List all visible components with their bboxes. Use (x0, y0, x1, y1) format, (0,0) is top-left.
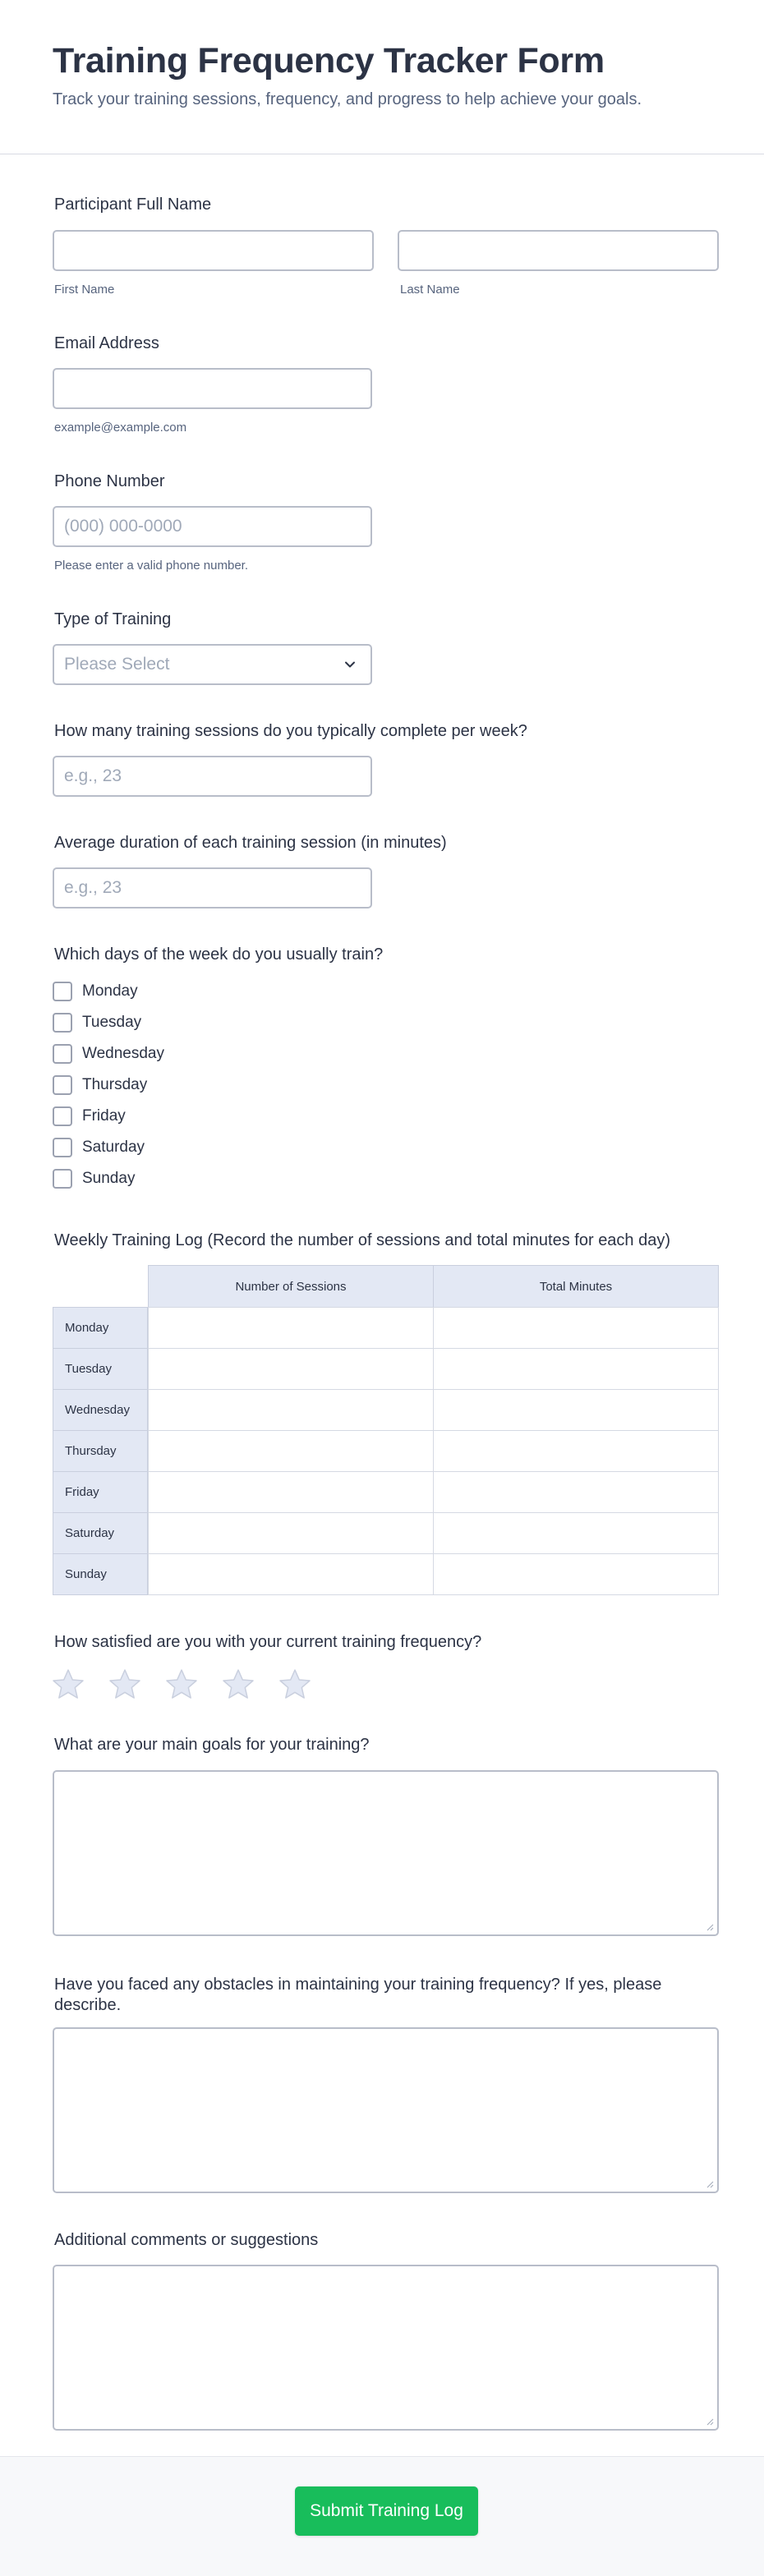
obstacles-label: Have you faced any obstacles in maintaining your training frequency? If yes, please describe. (54, 1976, 662, 2014)
duration-input[interactable] (53, 867, 372, 908)
matrix-cell-minutes[interactable] (433, 1512, 719, 1554)
checkbox[interactable] (53, 1044, 72, 1064)
checkbox-label: Sunday (82, 1170, 136, 1187)
last-name-input[interactable] (398, 230, 719, 271)
matrix-cell-minutes[interactable] (433, 1307, 719, 1349)
matrix-column-header: Number of Sessions (148, 1265, 434, 1308)
matrix-row-label: Wednesday (53, 1389, 148, 1431)
matrix-row-label: Thursday (53, 1430, 148, 1472)
matrix-cell-sessions[interactable] (148, 1471, 434, 1513)
training-type-selected: Please Select (64, 655, 170, 674)
matrix-row-label: Friday (53, 1471, 148, 1513)
phone-label: Phone Number (54, 472, 165, 490)
matrix-cell-sessions[interactable] (148, 1430, 434, 1472)
goals-textarea[interactable] (53, 1770, 719, 1936)
last-name-sublabel: Last Name (400, 283, 460, 297)
day-option-friday[interactable] (53, 1106, 126, 1127)
first-name-sublabel: First Name (54, 283, 115, 297)
checkbox[interactable] (53, 1169, 72, 1189)
day-option-tuesday[interactable] (53, 1012, 141, 1033)
goals-label: What are your main goals for your training? (54, 1736, 370, 1754)
checkbox[interactable] (53, 1075, 72, 1095)
matrix-cell-sessions[interactable] (148, 1348, 434, 1390)
checkbox-label: Monday (82, 982, 138, 1000)
chevron-down-icon (343, 657, 357, 672)
matrix-row-label: Saturday (53, 1512, 148, 1554)
star-icon[interactable] (108, 1668, 142, 1702)
form-header (0, 0, 764, 154)
star-rating (51, 1668, 334, 1702)
comments-label: Additional comments or suggestions (54, 2231, 319, 2249)
checkbox[interactable] (53, 982, 72, 1001)
email-label: Email Address (54, 334, 159, 352)
day-option-sunday[interactable] (53, 1168, 135, 1189)
matrix-row-label: Monday (53, 1307, 148, 1349)
sessions-per-week-label: How many training sessions do you typically complete per week? (54, 722, 527, 740)
resize-handle-icon[interactable] (706, 2417, 714, 2426)
sessions-per-week-placeholder: e.g., 23 (64, 766, 122, 785)
matrix-cell-sessions[interactable] (148, 1389, 434, 1431)
sessions-per-week-input[interactable] (53, 756, 372, 797)
checkbox-label: Wednesday (82, 1045, 164, 1062)
day-option-wednesday[interactable] (53, 1043, 164, 1065)
first-name-input[interactable] (53, 230, 374, 271)
resize-handle-icon[interactable] (706, 2180, 714, 2188)
matrix-row-label: Sunday (53, 1553, 148, 1595)
form-title: Training Frequency Tracker Form (53, 41, 605, 80)
checkbox[interactable] (53, 1138, 72, 1157)
day-option-saturday[interactable] (53, 1137, 145, 1158)
checkbox-label: Saturday (82, 1138, 145, 1156)
duration-label: Average duration of each training session (in minutes) (54, 834, 447, 852)
form-subtitle: Track your training sessions, frequency, and progress to help achieve your goals. (53, 90, 642, 108)
matrix-cell-sessions[interactable] (148, 1553, 434, 1595)
matrix-cell-sessions[interactable] (148, 1307, 434, 1349)
phone-sublabel: Please enter a valid phone number. (54, 559, 248, 573)
matrix-column-header: Total Minutes (433, 1265, 719, 1308)
matrix-row-label: Tuesday (53, 1348, 148, 1390)
obstacles-textarea[interactable] (53, 2027, 719, 2193)
full-name-label: Participant Full Name (54, 196, 212, 214)
checkbox-label: Tuesday (82, 1014, 142, 1031)
training-type-select[interactable] (53, 644, 372, 685)
duration-placeholder: e.g., 23 (64, 878, 122, 897)
matrix-cell-minutes[interactable] (433, 1389, 719, 1431)
day-option-thursday[interactable] (53, 1074, 147, 1096)
email-input[interactable] (53, 368, 372, 409)
training-days-label: Which days of the week do you usually train? (54, 945, 384, 964)
checkbox[interactable] (53, 1106, 72, 1126)
star-icon[interactable] (278, 1668, 312, 1702)
phone-placeholder: (000) 000-0000 (64, 517, 182, 536)
training-type-label: Type of Training (54, 610, 172, 628)
matrix-cell-sessions[interactable] (148, 1512, 434, 1554)
weekly-log-label: Weekly Training Log (Record the number of sessions and total minutes for each day) (54, 1231, 671, 1249)
matrix-cell-minutes[interactable] (433, 1348, 719, 1390)
day-option-monday[interactable] (53, 981, 138, 1002)
submit-button[interactable]: Submit Training Log (295, 2486, 478, 2536)
matrix-cell-minutes[interactable] (433, 1471, 719, 1513)
email-sublabel: example@example.com (54, 421, 187, 435)
star-icon[interactable] (164, 1668, 199, 1702)
checkbox-label: Friday (82, 1107, 126, 1125)
matrix-cell-minutes[interactable] (433, 1553, 719, 1595)
checkbox-label: Thursday (82, 1076, 148, 1093)
comments-textarea[interactable] (53, 2265, 719, 2431)
matrix-cell-minutes[interactable] (433, 1430, 719, 1472)
phone-input[interactable] (53, 506, 372, 547)
star-icon[interactable] (51, 1668, 85, 1702)
checkbox[interactable] (53, 1013, 72, 1033)
resize-handle-icon[interactable] (706, 1923, 714, 1931)
satisfaction-label: How satisfied are you with your current training frequency? (54, 1633, 482, 1651)
star-icon[interactable] (221, 1668, 255, 1702)
